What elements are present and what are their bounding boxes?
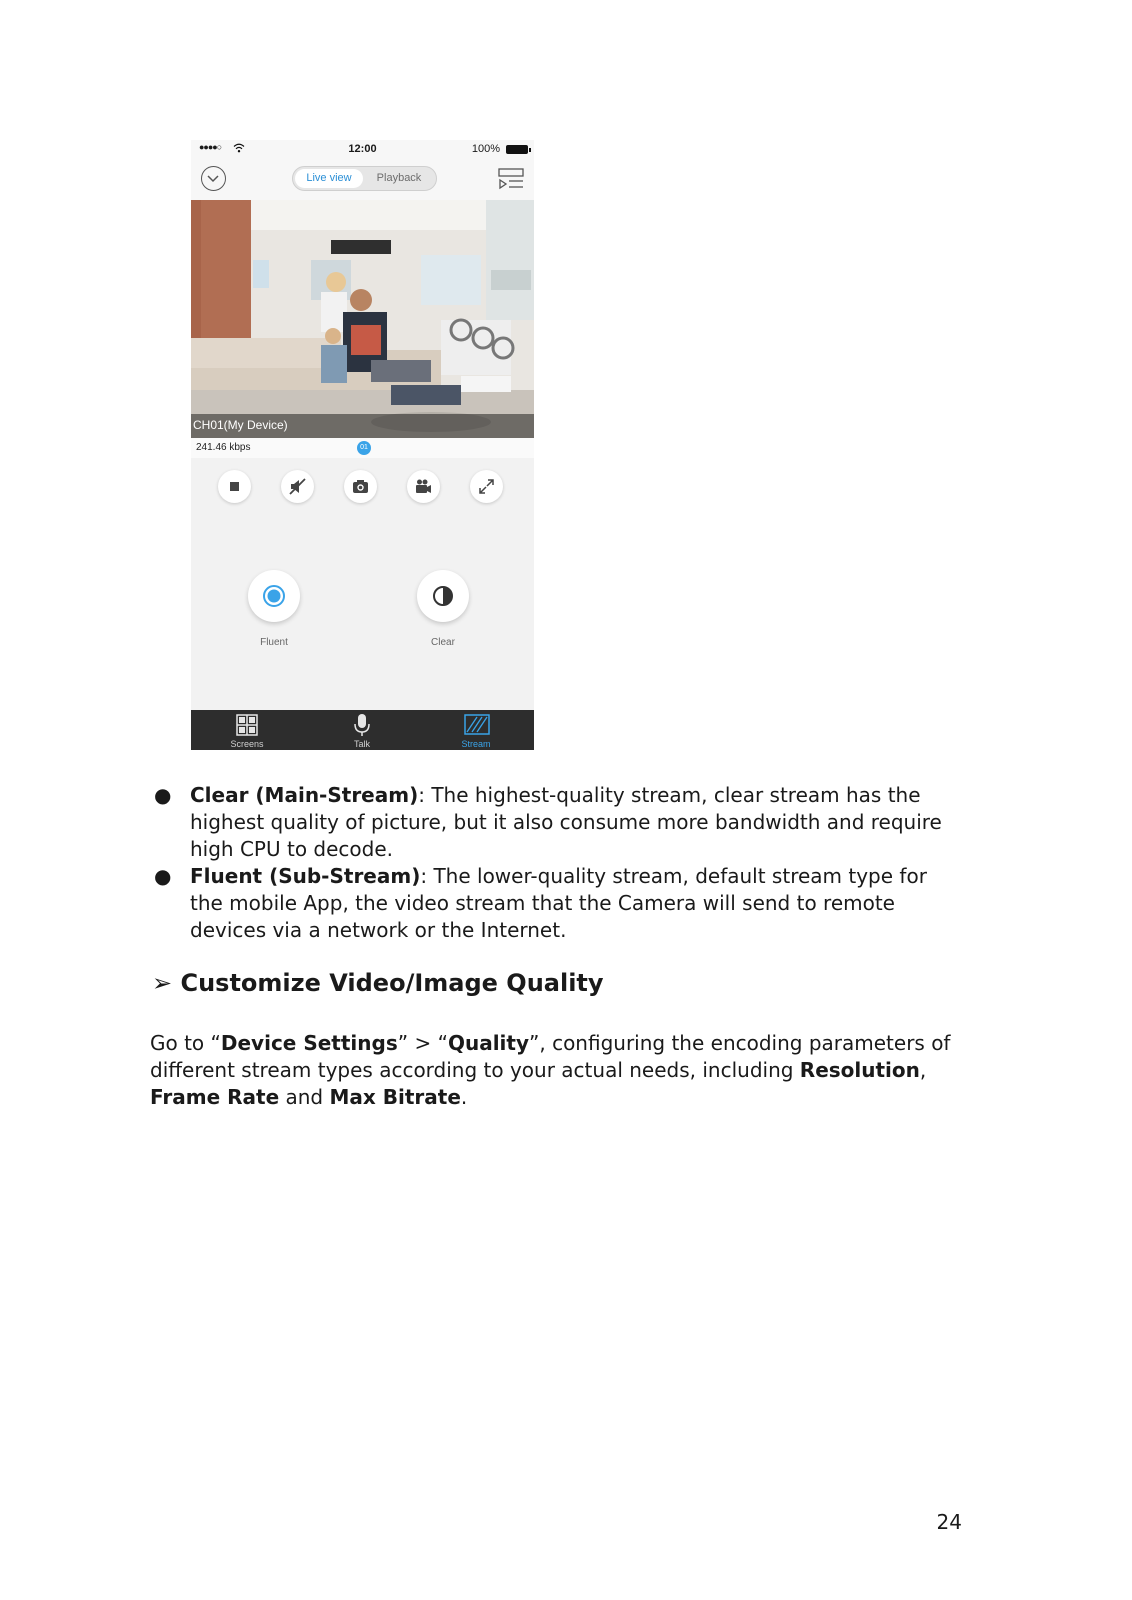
fluent-stream-button[interactable]	[248, 570, 300, 622]
bullet-term: Fluent (Sub-Stream)	[190, 864, 421, 888]
para-text: .	[460, 1085, 468, 1109]
instruction-paragraph	[150, 1030, 960, 1111]
fluent-label: Fluent	[260, 637, 288, 648]
status-time: 12:00	[348, 143, 377, 155]
bullet-text: : The lower-quality stream, default stream type for the mobile App, the video stream that the Camera will send to remote devices via a network or the Internet.	[190, 864, 927, 942]
living-room-camera-image	[191, 200, 534, 438]
nav-bar	[191, 160, 534, 200]
snapshot-button[interactable]	[344, 470, 377, 503]
chevron-down-icon[interactable]	[201, 166, 226, 191]
mute-button[interactable]	[281, 470, 314, 503]
device-list-icon[interactable]	[498, 167, 524, 195]
signal-icon: ●●●●○	[199, 142, 222, 152]
page-number: 24	[936, 1510, 962, 1534]
para-bold: Device Settings	[220, 1031, 398, 1055]
bullet-icon: ●	[154, 864, 172, 888]
arrow-icon: ➢	[152, 969, 173, 997]
battery-icon	[506, 145, 528, 154]
clear-stream-button[interactable]	[417, 570, 469, 622]
status-bar	[191, 140, 534, 160]
bitrate-readout: 241.46 kbps	[196, 442, 251, 453]
tab-talk[interactable]	[322, 710, 402, 750]
battery-percent: 100%	[471, 143, 500, 155]
para-bold: Max Bitrate	[329, 1085, 461, 1109]
fullscreen-button[interactable]	[470, 470, 503, 503]
live-video-feed[interactable]	[191, 200, 534, 438]
para-bold: Quality	[447, 1031, 529, 1055]
contrast-icon	[417, 570, 469, 622]
para-text: ”, configuring the encoding parameters of different stream types according to your actual needs, including	[150, 1031, 951, 1082]
view-mode-segmented-control	[292, 166, 437, 191]
tab-screens[interactable]	[207, 710, 287, 750]
para-text: ,	[919, 1058, 927, 1082]
microphone-icon	[350, 713, 374, 739]
stream-icon	[464, 713, 490, 739]
bullet-icon: ●	[154, 783, 172, 807]
para-text: and	[279, 1085, 330, 1109]
para-bold: Frame Rate	[150, 1085, 280, 1109]
stop-button[interactable]	[218, 470, 251, 503]
page-indicator: 01	[357, 441, 371, 455]
section-heading	[152, 969, 604, 997]
list-item	[150, 782, 950, 863]
bottom-tab-bar	[191, 710, 534, 750]
para-text: Go to “	[150, 1031, 221, 1055]
fluent-selected-icon	[248, 570, 300, 622]
tab-stream-label: Stream	[461, 739, 491, 749]
bullet-text: : The highest-quality stream, clear stream has the highest quality of picture, but it also consume more bandwidth and require high CPU to decode.	[190, 783, 942, 861]
tab-talk-label: Talk	[353, 739, 370, 749]
section-title: Customize Video/Image Quality	[180, 969, 604, 997]
clear-label: Clear	[431, 637, 455, 648]
channel-label: CH01(My Device)	[193, 418, 288, 432]
tab-live-view[interactable]: Live view	[295, 169, 363, 188]
para-text: ” > “	[397, 1031, 448, 1055]
playback-controls	[191, 470, 534, 510]
app-screenshot	[191, 140, 534, 750]
tab-screens-label: Screens	[230, 739, 264, 749]
bullet-term: Clear (Main-Stream)	[190, 783, 419, 807]
stream-info-bar	[191, 438, 534, 458]
tab-playback[interactable]: Playback	[376, 172, 422, 184]
stream-type-list	[150, 782, 950, 944]
para-bold: Resolution	[799, 1058, 920, 1082]
list-item	[150, 863, 950, 944]
tab-stream[interactable]	[436, 710, 516, 750]
grid-icon	[235, 713, 259, 739]
record-button[interactable]	[407, 470, 440, 503]
